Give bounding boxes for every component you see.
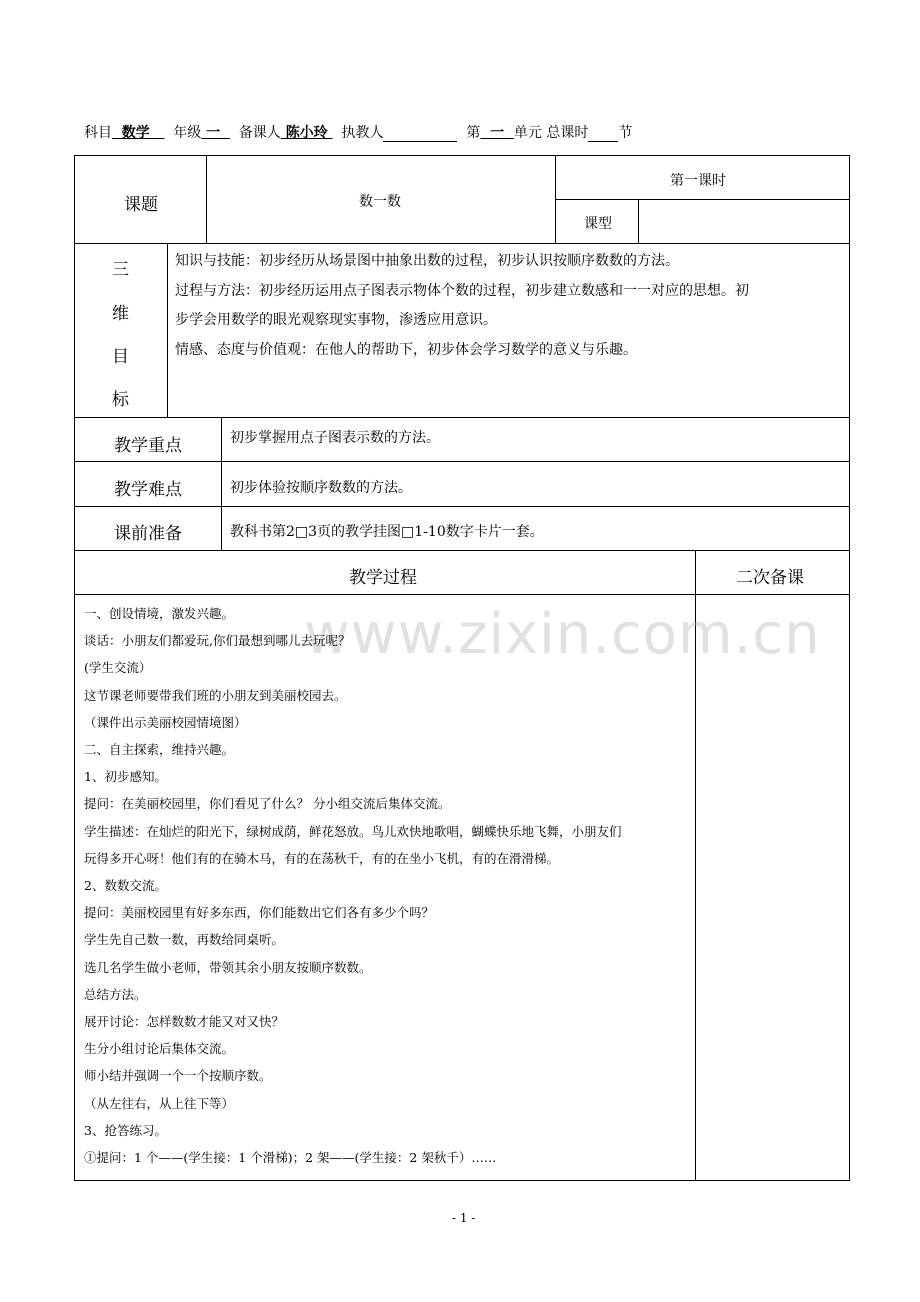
goals-label-char-4: 标 [112, 390, 129, 410]
topic-value: 数一数 [359, 194, 401, 210]
process-line: 玩得多开心呀！他们有的在骑木马，有的在荡秋千，有的在坐小飞机，有的在滑滑梯。 [84, 850, 560, 866]
process-line: 学生描述：在灿烂的阳光下，绿树成荫，鲜花怒放。鸟儿欢快地歌唱，蝴蝶快乐地飞舞，小朋友们 [84, 823, 622, 839]
keypoint-divider [221, 417, 222, 550]
unit-text: 一 [490, 125, 505, 141]
topic-label: 课题 [124, 195, 158, 215]
process-line: 学生先自己数一数，再数给同桌听。 [84, 932, 285, 948]
keypoint-label: 教学重点 [114, 436, 182, 456]
type-label: 课型 [584, 216, 612, 232]
process-line: 总结方法。 [84, 986, 147, 1002]
process-line: (学生交流） [84, 660, 152, 676]
grade-value [201, 124, 230, 142]
process-line: 二、自主探索，维持兴趣。 [84, 742, 235, 758]
difficulty-value: 初步体验按顺序数数的方法。 [230, 480, 412, 496]
process-header: 教学过程 [349, 568, 417, 588]
period-type-divider [555, 199, 850, 200]
subject-label: 科目 [84, 125, 112, 141]
subject-text: 数学 [121, 125, 150, 141]
goal-line: 情感、态度与价值观：在他人的帮助下，初步体会学习数学的意义与乐趣。 [175, 341, 637, 358]
process-line: 一、创设情境，激发兴趣。 [84, 606, 235, 621]
process-line: 3、抢答练习。 [84, 1122, 167, 1138]
process-line: 提问：美丽校园里有好多东西，你们能数出它们各有多少个吗？ [84, 905, 435, 921]
period-blank [588, 127, 618, 142]
process-line: 2、数数交流。 [84, 878, 167, 894]
row-divider-4 [74, 506, 850, 507]
row-divider-3 [74, 461, 850, 462]
process-line: 生分小组讨论后集体交流。 [84, 1041, 235, 1057]
document-header [84, 124, 632, 142]
process-line: 展开讨论：怎样数数才能又对又快？ [84, 1014, 285, 1030]
unit-value [480, 124, 514, 142]
goals-content [175, 247, 749, 365]
process-line: 这节课老师要带我们班的小朋友到美丽校园去。 [84, 687, 347, 703]
row-divider-6 [74, 594, 850, 595]
teacher-blank [383, 127, 457, 142]
goal-line: 过程与方法：初步经历运用点子图表示物体个数的过程，初步建立数感和一一对应的思想。初 [175, 282, 749, 299]
process-line: 提问：在美丽校园里，你们看见了什么？ 分小组交流后集体交流。 [84, 796, 451, 812]
difficulty-label: 教学难点 [114, 480, 182, 500]
process-line: ①提问：1 个——(学生接：1 个滑梯)；2 架——(学生接：2 架秋千）…… [84, 1150, 497, 1166]
goal-line: 步学会用数学的眼光观察现实事物，渗透应用意识。 [175, 312, 497, 328]
preparation-label: 课前准备 [114, 524, 182, 544]
row-divider-1 [74, 243, 850, 244]
goals-label-char-2: 维 [112, 304, 129, 324]
keypoint-value: 初步掌握用点子图表示数的方法。 [230, 430, 440, 446]
second-prep-header: 二次备课 [736, 568, 804, 588]
topic-divider [206, 155, 207, 243]
preparer-label: 备课人 [238, 125, 281, 141]
process-line: （从左往右，从上往下等） [84, 1095, 235, 1111]
period-suffix: 节 [618, 125, 633, 141]
preparation-value: 教科书第2□3页的教学挂图□1-10数字卡片一套。 [230, 524, 544, 540]
goal-line: 知识与技能：初步经历从场景图中抽象出数的过程，初步认识按顺序数数的方法。 [175, 253, 679, 269]
preparer-value [281, 124, 333, 142]
process-line: 谈话：小朋友们都爱玩,你们最想到哪儿去玩呢？ [84, 633, 351, 649]
row-divider-5 [74, 550, 850, 551]
goals-label-char-3: 目 [112, 347, 129, 367]
process-line: 1、初步感知。 [84, 769, 167, 785]
subject-value [112, 124, 164, 142]
type-value-divider [638, 199, 639, 243]
unit-suffix: 单元 总课时 [513, 125, 589, 141]
preparer-text: 陈小玲 [285, 125, 328, 141]
watermark: www.zixin.com.cn [304, 602, 821, 667]
process-line: （课件出示美丽校园情境图） [84, 714, 247, 730]
period-value: 第一课时 [670, 173, 726, 189]
goals-label-char-1: 三 [112, 260, 129, 280]
process-content [84, 600, 622, 1171]
row-divider-2 [74, 417, 850, 418]
process-line: 师小结并强调一个一个按顺序数。 [84, 1068, 272, 1084]
unit-prefix: 第 [466, 125, 481, 141]
goals-divider [167, 243, 168, 417]
process-line: 选几名学生做小老师，带领其余小朋友按顺序数数。 [84, 959, 372, 975]
grade-text: 一 [206, 125, 221, 141]
page-number: - 1 - [452, 1211, 476, 1225]
teacher-label: 执教人 [341, 125, 384, 141]
grade-label: 年级 [173, 125, 202, 141]
